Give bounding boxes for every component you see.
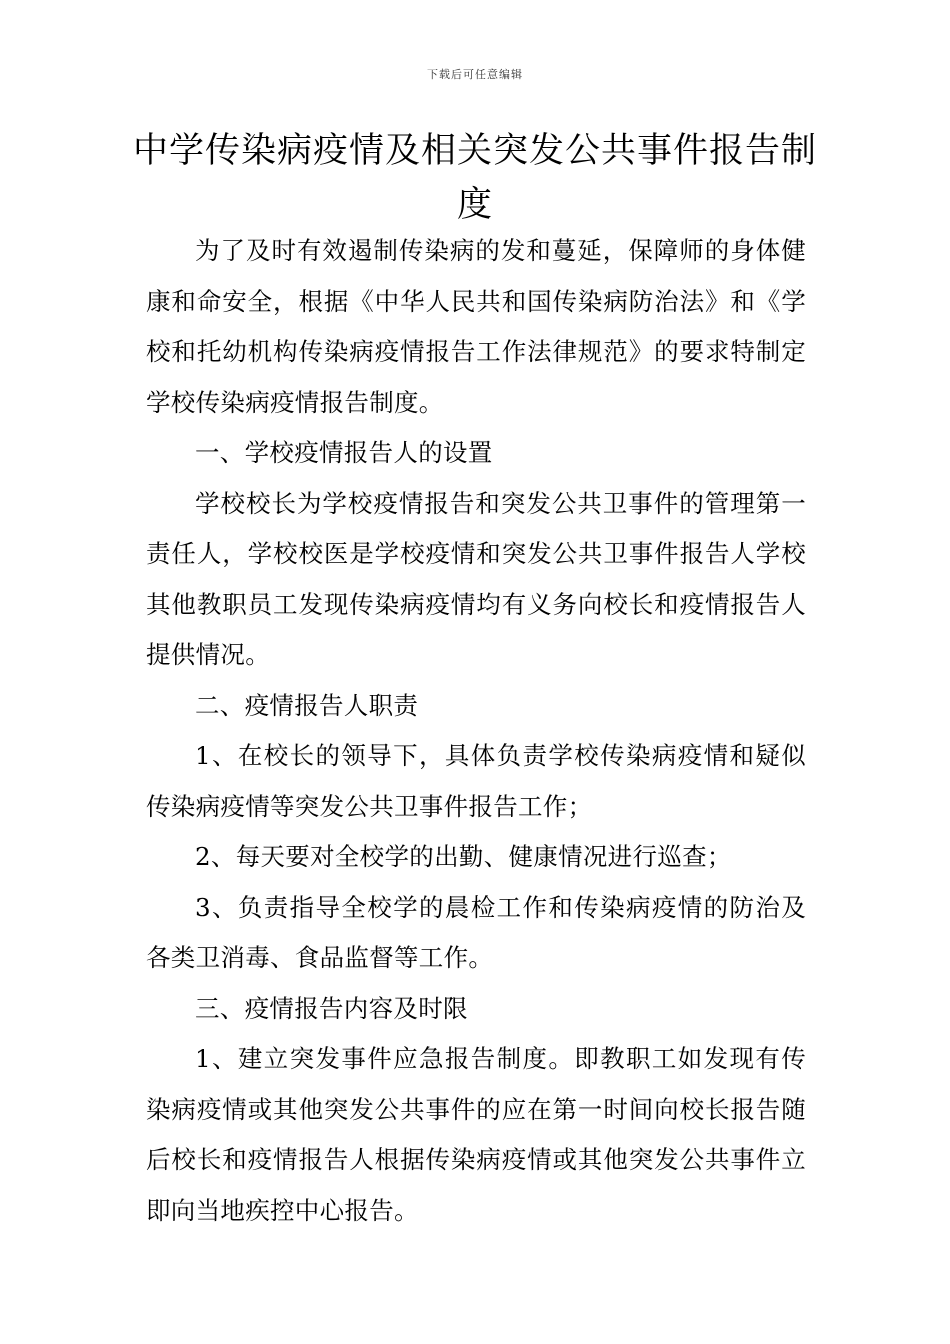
list-item-report-1: 1、建立突发事件应急报告制度。即教职工如发现有传染病疫情或其他突发公共事件的应在第一时间向校长报告随后校长和疫情报告人根据传染病疫情或其他突发公共事件立即向当地疾控中心报告。 bbox=[146, 1044, 806, 1225]
list-item-duty-2: 2、每天要对全校学的出勤、健康情况进行巡查； bbox=[195, 842, 732, 871]
header-note: 下载后可任意编辑 bbox=[427, 68, 523, 81]
section-heading-2: 二、疫情报告人职责 bbox=[195, 690, 419, 720]
document-body bbox=[146, 226, 806, 1236]
document-title: 中学传染病疫情及相关突发公共事件报告制度 bbox=[132, 131, 817, 225]
list-item-duty-3: 3、负责指导全校学的晨检工作和传染病疫情的防治及各类卫消毒、食品监督等工作。 bbox=[146, 892, 806, 972]
paragraph-section-1: 学校校长为学校疫情报告和突发公共卫事件的管理第一责任人，学校校医是学校疫情和突发公共卫事件报告人学校其他教职员工发现传染病疫情均有义务向校长和疫情报告人提供情况。 bbox=[146, 488, 806, 669]
list-item-duty-1: 1、在校长的领导下，具体负责学校传染病疫情和疑似传染病疫情等突发公共卫事件报告工作； bbox=[146, 741, 806, 821]
section-heading-1: 一、学校疫情报告人的设置 bbox=[195, 438, 493, 467]
section-heading-3: 三、疫情报告内容及时限 bbox=[195, 993, 468, 1023]
paragraph-intro: 为了及时有效遏制传染病的发和蔓延，保障师的身体健康和命安全，根据《中华人民共和国传染病防治法》和《学校和托幼机构传染病疫情报告工作法律规范》的要求特制定学校传染病疫情报告制度。 bbox=[146, 236, 806, 417]
